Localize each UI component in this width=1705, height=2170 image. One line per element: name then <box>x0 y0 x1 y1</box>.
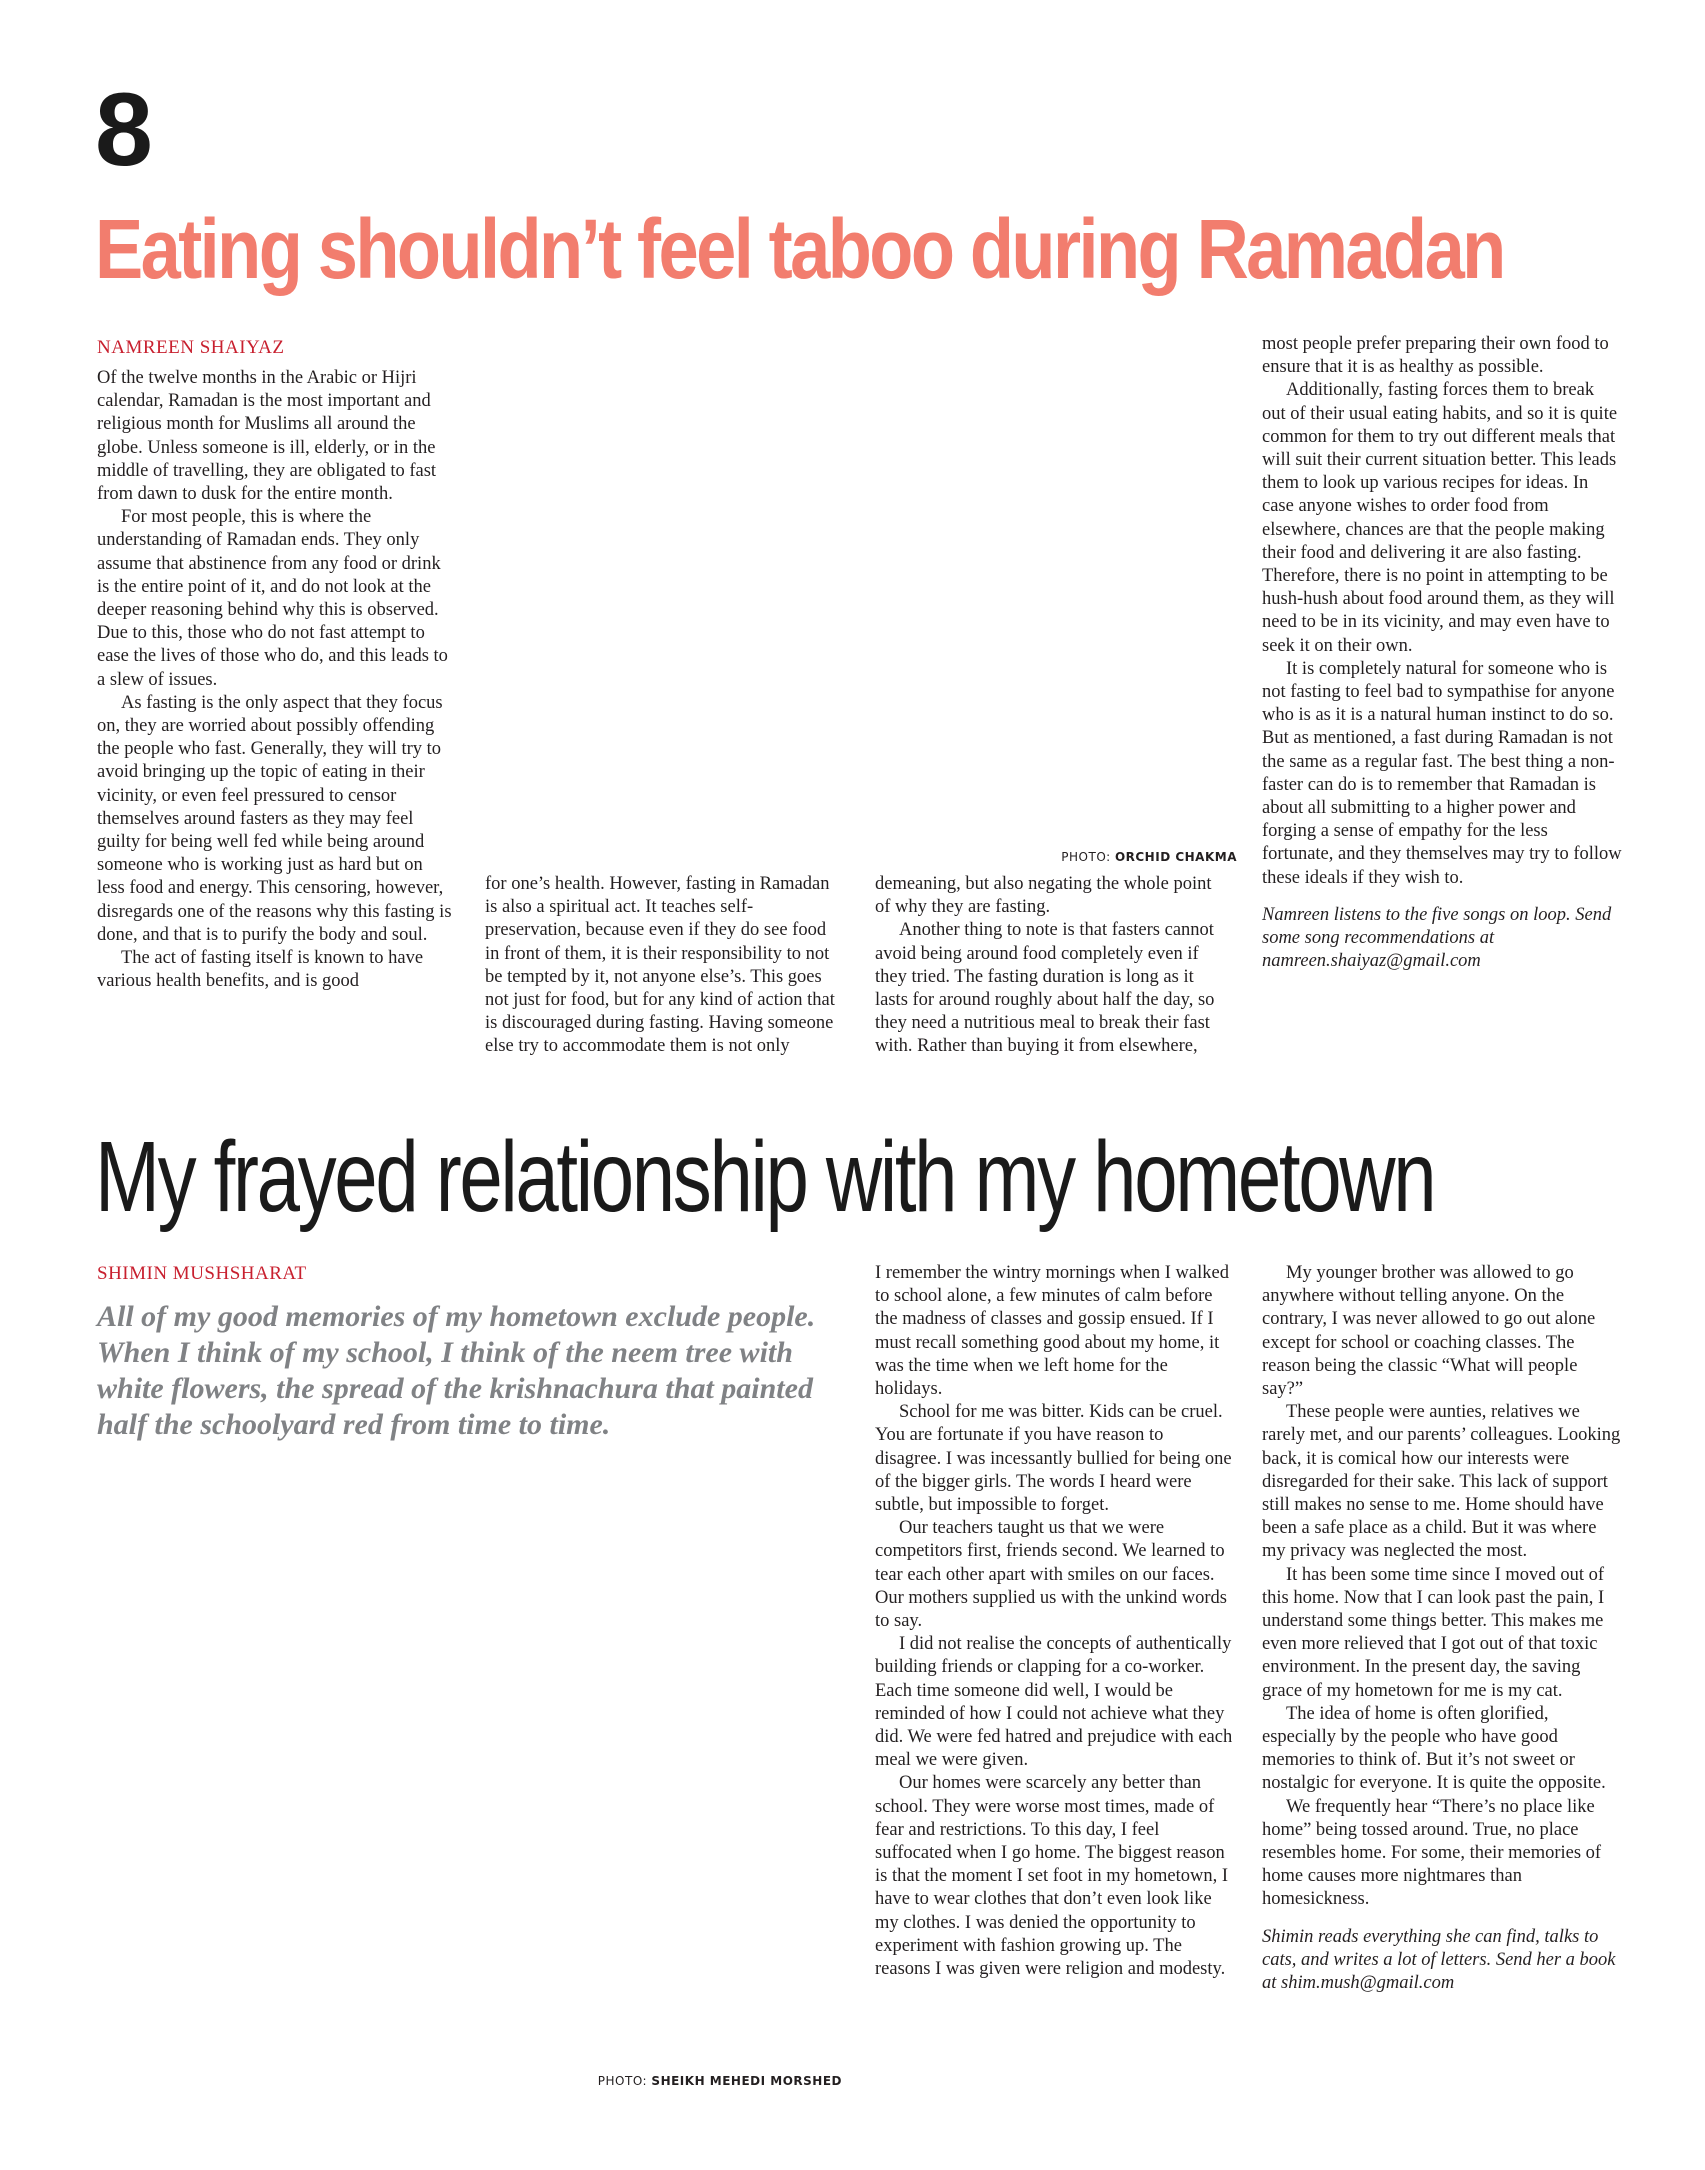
article-photo <box>485 335 1237 840</box>
paragraph: most people prefer preparing their own food to ensure that it is as healthy as possible. <box>1262 334 1609 378</box>
article-column-2 <box>485 873 840 1059</box>
article-photo <box>97 1460 842 2055</box>
paragraph: The idea of home is often glorified, especially by the people who have good memories to think of. But it’s not sweet or nostalgic for everyone. It is quite the opposite. <box>1262 1703 1606 1794</box>
paragraph: For most people, this is where the understanding of Ramadan ends. They only assume that abstinence from any food or drink is the entire point of it, and do not look at the deeper reasoning behind why this is observed. Due to this, those who do not fast attempt to ease the lives of those who do, and this leads to a slew of issues. <box>97 507 448 690</box>
article-column-1 <box>97 367 452 993</box>
article-headline: Eating shouldn’t feel taboo during Ramadan <box>95 202 1504 296</box>
photo-credit-name: ORCHID CHAKMA <box>1114 850 1237 864</box>
byline: SHIMIN MUSHSHARAT <box>97 1263 307 1284</box>
paragraph: We frequently hear “There’s no place like home” being tossed around. True, no place resembles home. For some, their memories of home causes more nightmares than homesickness. <box>1262 1796 1602 1910</box>
page-number: 8 <box>95 72 151 188</box>
article-column-4 <box>1262 333 1622 973</box>
photo-credit-label: PHOTO: <box>597 2074 648 2088</box>
paragraph: My younger brother was allowed to go anywhere without telling anyone. On the contrary, I was never allowed to go out alone except for school or coaching classes. The reason being the classic “What will people say?” <box>1262 1263 1596 1400</box>
paragraph: Additionally, fasting forces them to break out of their usual eating habits, and so it is quite common for them to try out different meals that will suit their current situation better. This leads them to look up various recipes for ideas. In case anyone wishes to order food from elsewhere, chances are that the people making their food and delivering it are also fasting. Therefore, there is no point in attempting to be hush-hush about food around them, as they will need to be in its vicinity, and may even have to seek it on their own. <box>1262 380 1618 656</box>
photo-credit-name: SHEIKH MEHEDI MORSHED <box>651 2074 842 2088</box>
paragraph: Our teachers taught us that we were competitors first, friends second. We learned to tear each other apart with smiles on our faces. Our mothers supplied us with the unkind words to say. <box>875 1518 1227 1632</box>
byline: NAMREEN SHAIYAZ <box>97 337 285 358</box>
article-column-3 <box>875 1262 1233 1981</box>
author-bio: Namreen listens to the five songs on loop. Send some song recommendations at namreen.shaiyaz@gmail.com <box>1262 904 1612 972</box>
paragraph: It has been some time since I moved out of this home. Now that I can look past the pain, I understand some things better. This makes me even more relieved that I got out of that toxic environment. In the present day, the saving grace of my hometown for me is my cat. <box>1262 1564 1605 1701</box>
paragraph: Our homes were scarcely any better than school. They were worse most times, made of fear and restrictions. To this day, I feel suffocated when I go home. The biggest reason is that the moment I set foot in my hometown, I have to wear clothes that don’t even look like my clothes. I was denied the opportunity to experiment with fashion growing up. The reasons I was given were religion and modesty. <box>875 1773 1228 1980</box>
photo-credit-label: PHOTO: <box>1061 850 1111 864</box>
photo-credit <box>985 850 1237 864</box>
paragraph: I did not realise the concepts of authentically building friends or clapping for a co-worker. Each time someone did well, I would be reminded of how I could not achieve what they did. We were fed hatred and prejudice with each meal we were given. <box>875 1634 1233 1771</box>
author-bio: Shimin reads everything she can find, talks to cats, and writes a lot of letters. Send her a book at shim.mush@gmail.com <box>1262 1926 1616 1994</box>
article-column-4 <box>1262 1262 1622 1995</box>
pull-quote: All of my good memories of my hometown exclude people. When I think of my school, I think of the neem tree with white flowers, the spread of the krishnachura that painted half the schoolyard red from time to time. <box>97 1300 816 1441</box>
paragraph: I remember the wintry mornings when I walked to school alone, a few minutes of calm before the madness of classes and gossip ensued. If I must recall something good about my home, it was the time when we left home for the holidays. <box>875 1263 1229 1400</box>
paragraph: The act of fasting itself is known to have various health benefits, and is good <box>97 948 424 992</box>
paragraph: As fasting is the only aspect that they focus on, they are worried about possibly offending the people who fast. Generally, they will try to avoid bringing up the topic of eating in their vicinity, or even feel pressured to censor themselves around fasters as they may feel guilty for being well fed while being around someone who is working just as hard but on less food and energy. This censoring, however, disregards one of the reasons why this fasting is done, and that is to purify the body and soul. <box>97 692 452 945</box>
paragraph: for one’s health. However, fasting in Ramadan is also a spiritual act. It teaches self-preservation, because even if they do see food in front of them, it is their responsibility to not be tempted by it, not anyone else’s. This goes not just for food, but for any kind of action that is discouraged during fasting. Having someone else try to accommodate them is not only <box>485 874 835 1057</box>
paragraph: School for me was bitter. Kids can be cruel. You are fortunate if you have reason to disagree. I was incessantly bullied for being one of the bigger girls. The words I heard were subtle, but impossible to forget. <box>875 1402 1232 1516</box>
paragraph: Another thing to note is that fasters cannot avoid being around food completely even if they tried. The fasting duration is long as it lasts for around roughly about half the day, so they need a nutritious meal to break their fast with. Rather than buying it from elsewhere, <box>875 920 1215 1057</box>
paragraph: It is completely natural for someone who is not fasting to feel bad to sympathise for anyone who is as it is a natural human instinct to do so. But as mentioned, a fast during Ramadan is not the same as a regular fast. The best thing a non-faster can do is to remember that Ramadan is about all submitting to a higher power and forging a sense of empathy for the less fortunate, and they themselves may try to follow these ideals if they wish to. <box>1262 658 1622 888</box>
paragraph: demeaning, but also negating the whole point of why they are fasting. <box>875 874 1212 918</box>
photo-credit <box>500 2074 842 2088</box>
article-column-3 <box>875 873 1230 1059</box>
paragraph: These people were aunties, relatives we rarely met, and our parents’ colleagues. Looking back, it is comical how our interests were disregarded for their sake. This lack of support still makes no sense to me. Home should have been a safe place as a child. But it was where my privacy was neglected the most. <box>1262 1402 1621 1562</box>
article-headline: My frayed relationship with my hometown <box>95 1121 1435 1233</box>
paragraph: Of the twelve months in the Arabic or Hijri calendar, Ramadan is the most important and religious month for Muslims all around the globe. Unless someone is ill, elderly, or in the middle of travelling, they are obligated to fast from dawn to dusk for the entire month. <box>97 368 437 505</box>
